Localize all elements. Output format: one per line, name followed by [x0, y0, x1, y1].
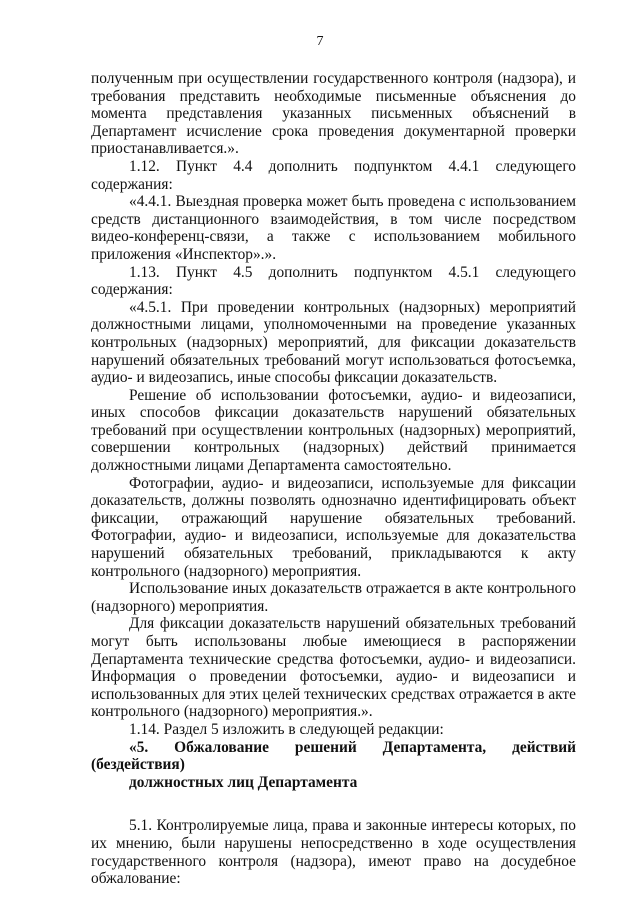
- paragraph-subitem-4-5-1: «4.5.1. При проведении контрольных (надзорных) мероприятий должностными лицами, уполномоченными на проведение указанных контрольных (надзорных) мероприятий, для фиксации доказательств нарушений обязательных требований могут использоваться фотосъемка, аудио- и видеозапись, иные способы фиксации доказательств.: [91, 298, 576, 387]
- section-heading-line-1: «5. Обжалование решений Департамента, действий (бездействия): [91, 738, 576, 774]
- section-5-heading: [91, 739, 576, 792]
- paragraph-decision-on-recording: Решение об использовании фотосъемки, аудио- и видеозаписи, иных способов фиксации доказательств нарушений обязательных требований при осуществлении контрольных (надзорных) мероприятий, совершении контрольных (надзорных) действий принимается должностными лицами Департамента самостоятельно.: [91, 386, 576, 475]
- paragraph-continuation: полученным при осуществлении государственного контроля (надзора), и требования представить необходимые письменные объяснения до момента представления указанных письменных объяснений в Департамент исчисление срока проведения документарной проверки приостанавливается.».: [91, 70, 576, 158]
- paragraph-item-1-13: 1.13. Пункт 4.5 дополнить подпунктом 4.5.1 следующего содержания:: [91, 263, 576, 299]
- paragraph-5-1: 5.1. Контролируемые лица, права и законные интересы которых, по их мнению, были нарушены непосредственно в ходе осуществления государственного контроля (надзора), имеют право на досудебное обжалование:: [91, 817, 576, 888]
- paragraph-technical-means: Для фиксации доказательств нарушений обязательных требований могут быть использованы любые имеющиеся в распоряжении Департамента технические средства фотосъемки, аудио- и видеозаписи. Информация о проведении фотосъемки, аудио- и видеозаписи и использованных для этих целей технических средствах отражается в акте контрольного (надзорного) мероприятия.».: [91, 615, 576, 721]
- paragraph-other-evidence: Использование иных доказательств отражается в акте контрольного (надзорного) мероприятия.: [91, 580, 576, 615]
- page-number: 7: [316, 34, 324, 49]
- document-body: [91, 70, 576, 888]
- paragraph-item-1-12: 1.12. Пункт 4.4 дополнить подпунктом 4.4.1 следующего содержания:: [91, 157, 576, 193]
- paragraph-subitem-4-4-1: «4.4.1. Выездная проверка может быть проведена с использованием средств дистанционного взаимодействия, в том числе посредством видео-конференц-связи, а также с использованием мобильного приложения «Инспектор».».: [91, 193, 576, 263]
- paragraph-photo-requirements: Фотографии, аудио- и видеозаписи, используемые для фиксации доказательств, должны позволять однозначно идентифицировать объект фиксации, отражающий нарушение обязательных требований. Фотографии, аудио- и видеозаписи, используемые для доказательства нарушений обязательных требований, прикладываются к акту контрольного (надзорного) мероприятия.: [91, 474, 576, 580]
- paragraph-item-1-14: 1.14. Раздел 5 изложить в следующей редакции:: [129, 720, 444, 738]
- section-heading-line-2: должностных лиц Департамента: [129, 773, 358, 791]
